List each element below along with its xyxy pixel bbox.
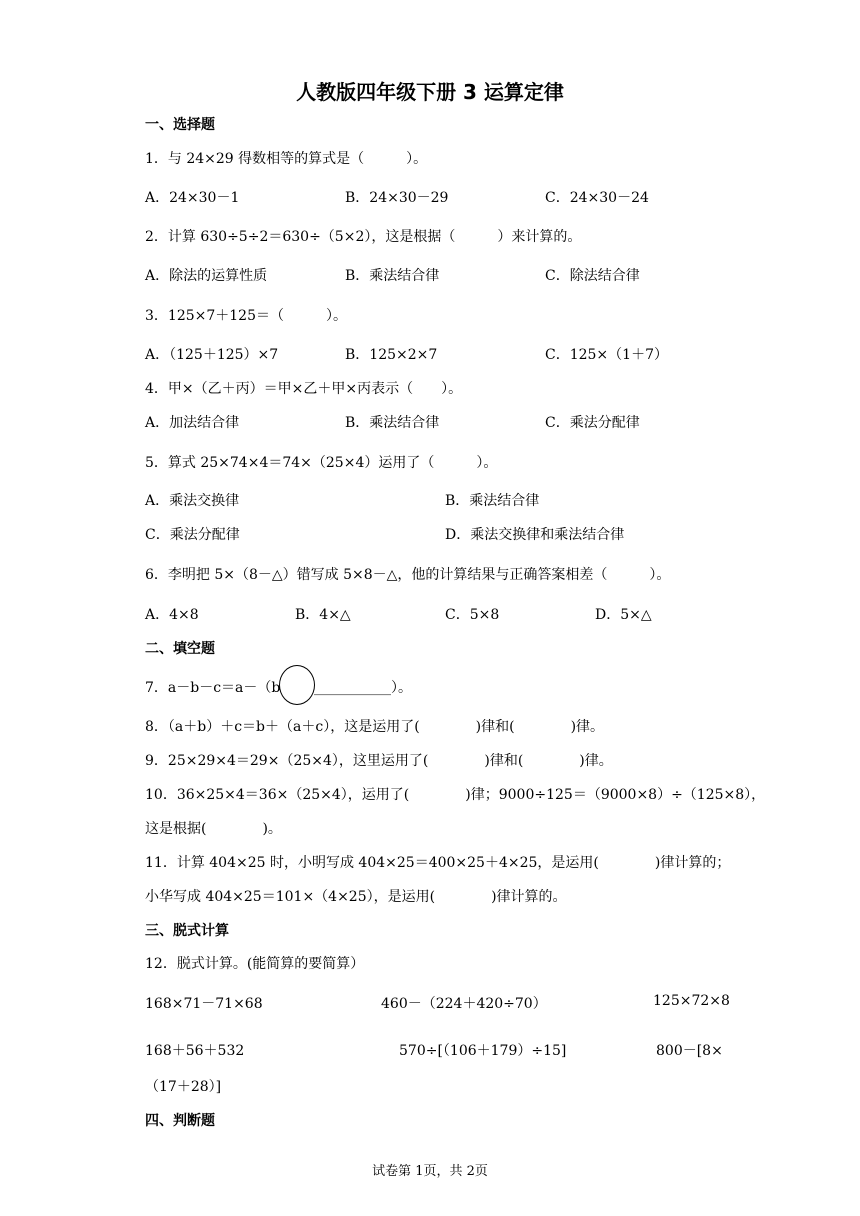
question-2-option-b: B．乘法结合律	[345, 268, 440, 284]
expression-5: 570÷[（106＋179）÷15]	[399, 1043, 567, 1059]
question-4-option-c: C．乘法分配律	[545, 415, 640, 431]
question-3-option-b: B．125×2×7	[345, 347, 438, 363]
question-10-line-1: 10．36×25×4＝36×（25×4），运用了( )律；9000÷125＝（9000×8）÷（125×8），	[145, 787, 766, 803]
question-1-stem: 1．与 24×29 得数相等的算式是（ ）。	[145, 151, 428, 167]
question-5-option-c: C．乘法分配律	[145, 527, 240, 543]
question-4-stem: 4．甲×（乙＋丙）＝甲×乙＋甲×丙表示（ ）。	[145, 381, 463, 397]
question-8: 8．（a＋b）＋c＝b＋（a＋c），这是运用了( )律和( )律。	[145, 719, 605, 735]
question-9: 9．25×29×4＝29×（25×4），这里运用了( )律和( )律。	[145, 753, 613, 769]
expression-4: 168＋56＋532	[145, 1043, 245, 1059]
question-2-stem: 2．计算 630÷5÷2＝630÷（5×2），这是根据（ ）来计算的。	[145, 229, 582, 245]
question-6-option-a: A．4×8	[145, 607, 199, 623]
question-1-option-b: B．24×30－29	[345, 190, 449, 206]
question-6-stem: 6．李明把 5×（8－△）错写成 5×8－△，他的计算结果与正确答案相差（ ）。	[145, 567, 671, 583]
question-7-left: 7．a－b－c＝a－（b	[145, 680, 281, 696]
question-11-line-2: 小华写成 404×25＝101×（4×25），是运用( )律计算的。	[145, 889, 567, 905]
question-5-option-b: B．乘法结合律	[445, 493, 540, 509]
question-3-option-c: C．125×（1＋7）	[545, 347, 668, 363]
question-1-option-c: C．24×30－24	[545, 190, 649, 206]
section-heading-judge: 四、判断题	[145, 1113, 215, 1129]
question-5-option-a: A．乘法交换律	[145, 493, 240, 509]
question-7-blank: ___________）。	[314, 680, 412, 696]
page-footer: 试卷第 1页，共 2页	[372, 1164, 488, 1179]
expression-6-part-1: 800－[8×	[656, 1043, 723, 1059]
expression-6-part-2: （17＋28）]	[145, 1079, 222, 1095]
question-11-line-1: 11．计算 404×25 时，小明写成 404×25＝400×25＋4×25，是运用( )律计算的；	[145, 855, 731, 871]
section-heading-fill: 二、填空题	[145, 641, 215, 657]
question-2-option-c: C．除法结合律	[545, 268, 640, 284]
question-12-stem: 12．脱式计算。(能简算的要简算）	[145, 956, 365, 972]
question-10-line-2: 这是根据( )。	[145, 821, 282, 837]
question-6-option-d: D．5×△	[595, 607, 652, 623]
question-1-option-a: A．24×30－1	[145, 190, 240, 206]
question-5-stem: 5．算式 25×74×4＝74×（25×4）运用了（ ）。	[145, 455, 498, 471]
question-5-option-d: D．乘法交换律和乘法结合律	[445, 527, 625, 543]
page-title: 人教版四年级下册 3 运算定律	[296, 80, 564, 104]
question-3-stem: 3．125×7＋125＝（ ）。	[145, 308, 347, 324]
question-3-option-a: A．（125＋125）×7	[145, 347, 279, 363]
question-4-option-b: B．乘法结合律	[345, 415, 440, 431]
section-heading-choice: 一、选择题	[145, 117, 215, 133]
question-4-option-a: A．加法结合律	[145, 415, 240, 431]
section-heading-calc: 三、脱式计算	[145, 923, 229, 939]
expression-1: 168×71－71×68	[145, 996, 263, 1012]
expression-2: 460－（224＋420÷70）	[381, 996, 547, 1012]
handwritten-circle-mark	[279, 665, 315, 705]
question-6-option-c: C．5×8	[445, 607, 500, 623]
question-2-option-a: A．除法的运算性质	[145, 268, 268, 284]
question-6-option-b: B．4×△	[295, 607, 351, 623]
expression-3: 125×72×8	[653, 993, 730, 1009]
